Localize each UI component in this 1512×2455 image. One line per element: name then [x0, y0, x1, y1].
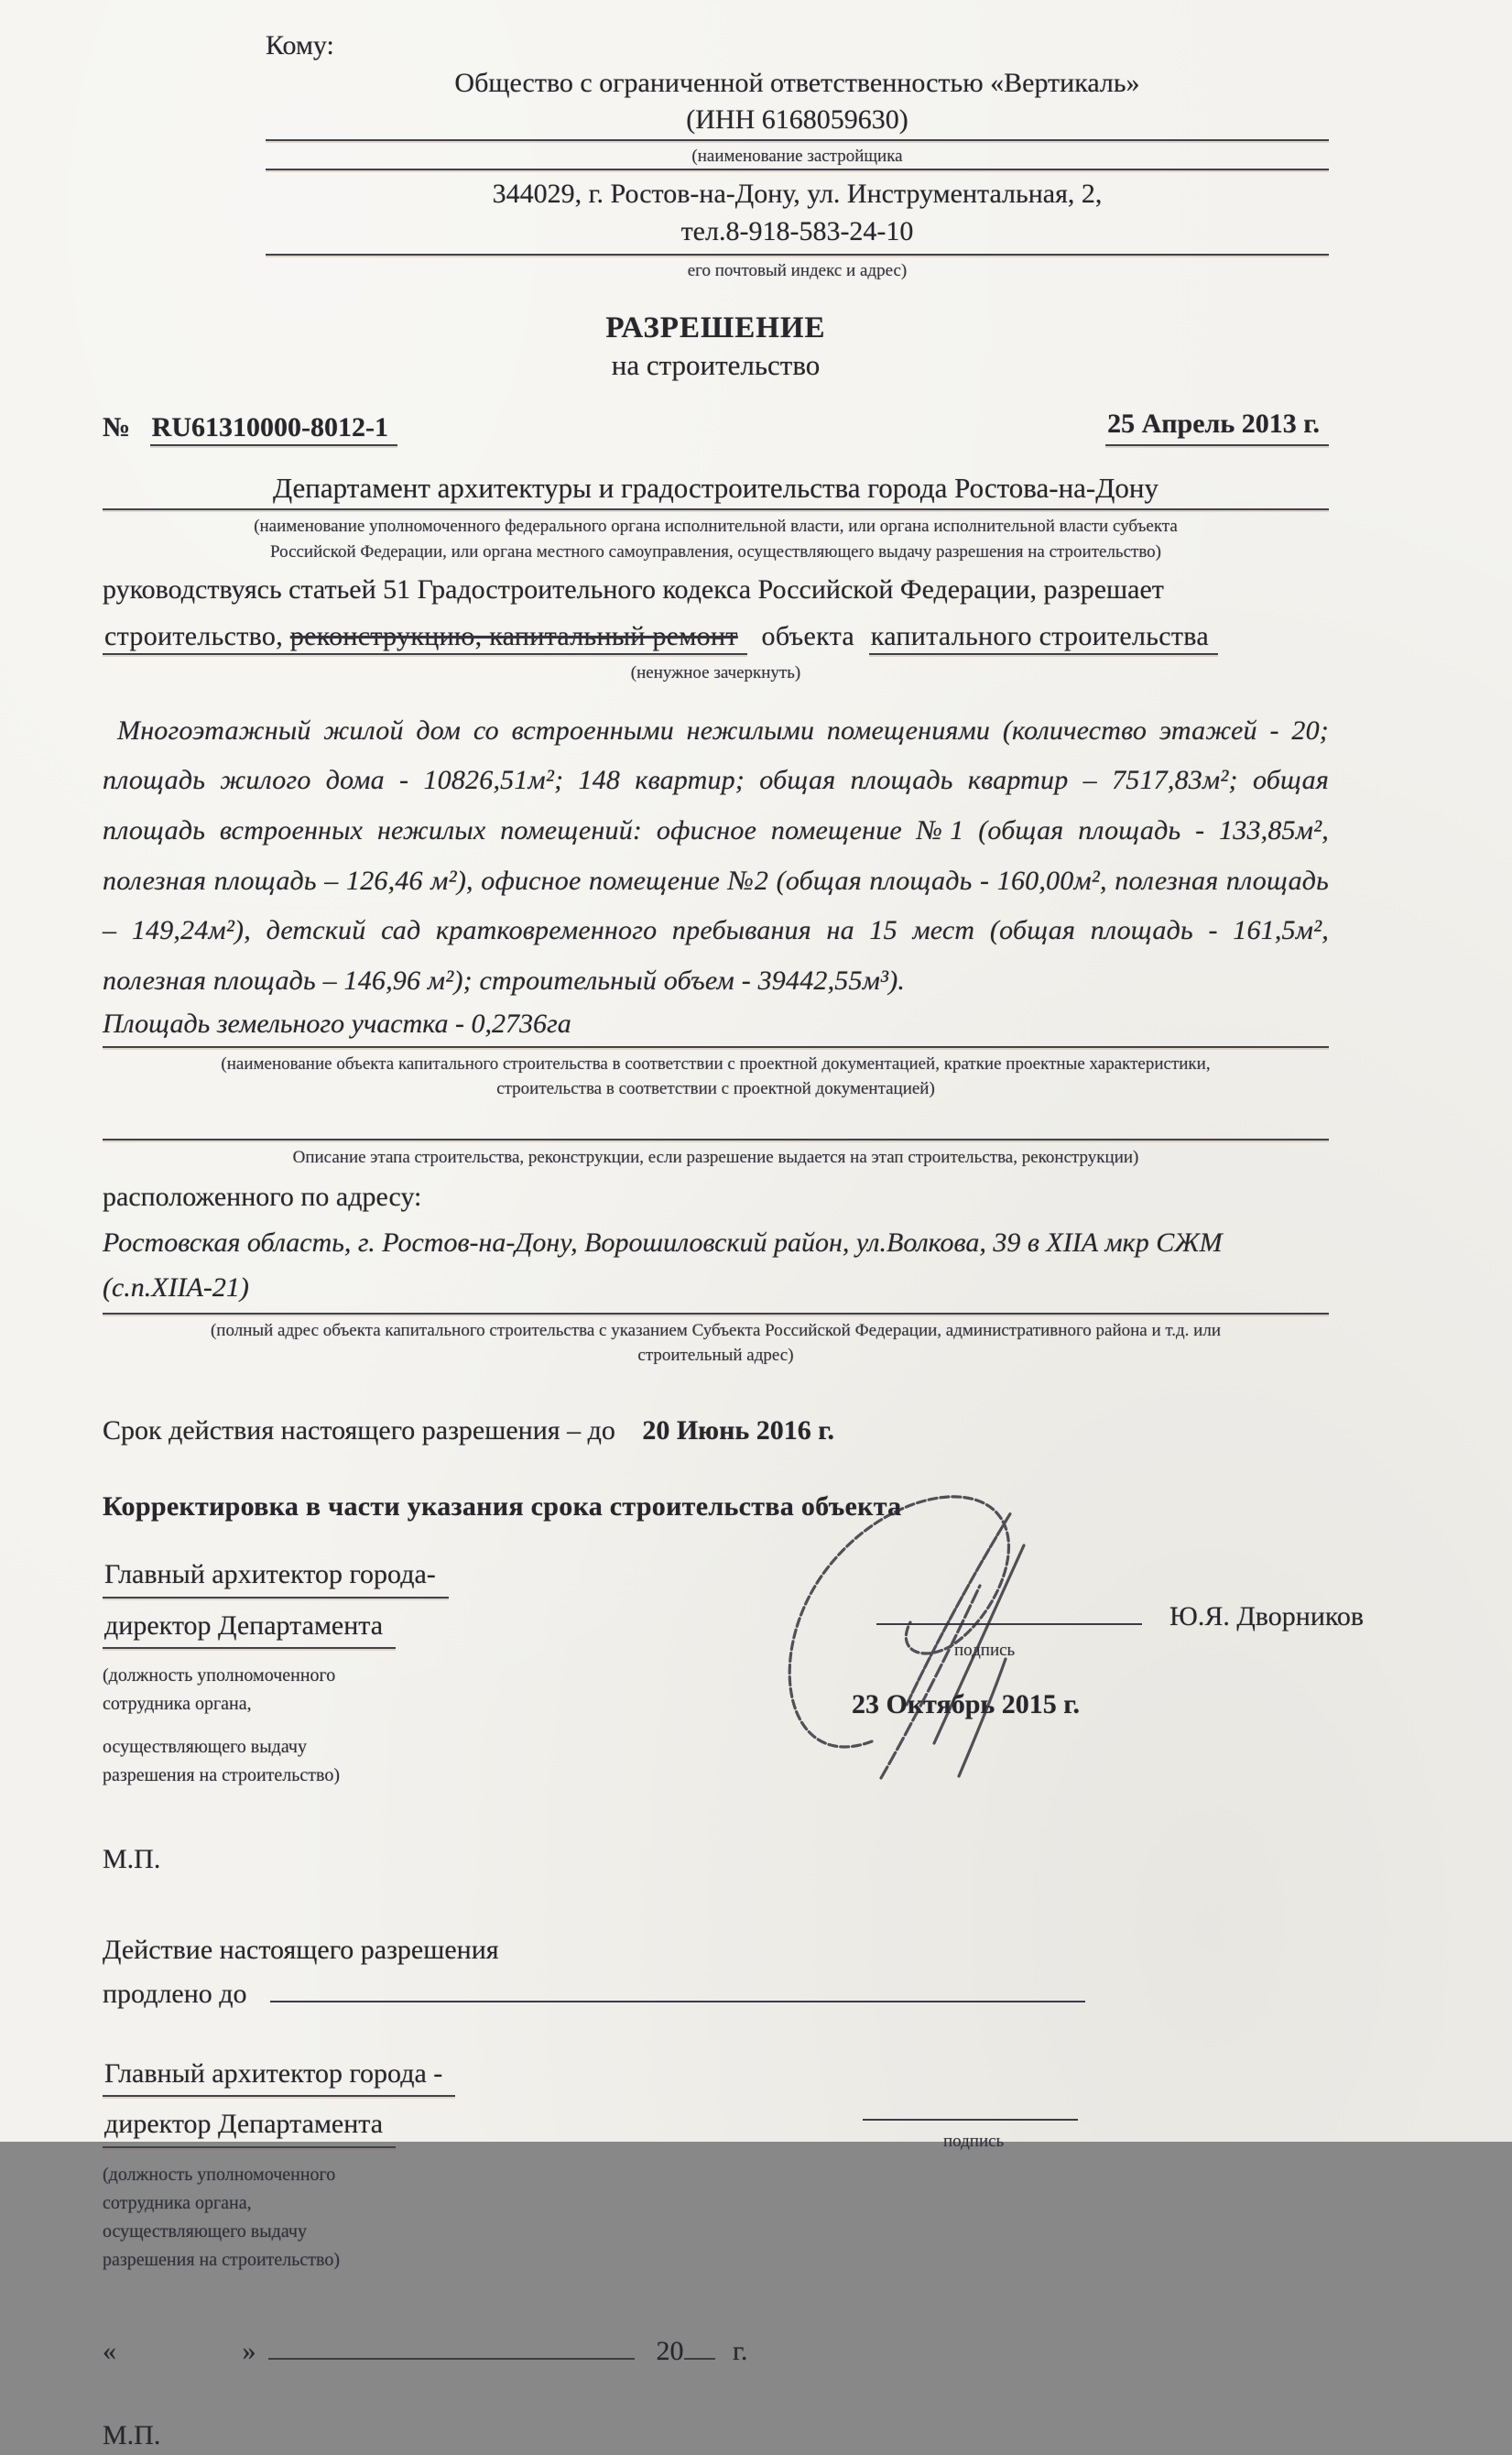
strike-caption: (ненужное зачеркнуть) [630, 663, 801, 683]
object-caption-2: строительства в соответствии с проектной документацией) [496, 1079, 935, 1099]
authority-name: Департамент архитектуры и градостроительства города Ростова-на-Дону [103, 472, 1329, 510]
footer-year-suffix: г. [733, 2335, 748, 2366]
signature-line-2 [863, 2119, 1078, 2121]
signature-date: 23 Октябрь 2015 г. [852, 1689, 1080, 1720]
quote-close: » [242, 2335, 256, 2366]
signatory2-position-line-2: директор Департамента [103, 2106, 396, 2148]
developer-address: 344029, г. Ростов-на-Дону, ул. Инструментальная, 2, [492, 179, 1103, 210]
land-area-line: Площадь земельного участка - 0,2736га [103, 1006, 1329, 1048]
permit-number-label: № [103, 411, 131, 442]
footer-year-prefix: 20 [656, 2335, 684, 2366]
address-caption-2: строительный адрес) [637, 1346, 794, 1366]
developer-name-rule [266, 139, 1329, 141]
permit-type-struck: реконструкцию, капитальный ремонт [289, 620, 738, 651]
extension-line-1: Действие настоящего разрешения [103, 1934, 499, 1965]
developer-inn: (ИНН 6168059630) [686, 104, 908, 135]
permit-type-line [103, 618, 1329, 656]
permit-number: RU61310000-8012-1 [150, 412, 397, 446]
recipient-label: Кому: [266, 30, 334, 60]
object-address: Ростовская область, г. Ростов-на-Дону, Ворошиловский район, ул.Волкова, 39 в ХIIА мкр СЖМ (с.п.ХIIА-21) [103, 1227, 1223, 1304]
address-caption-1: (полный адрес объекта капитального строительства с указанием Субъекта Российской Федерации, административного района и т.д. или [210, 1320, 1221, 1340]
footer-year-blank [684, 2358, 715, 2360]
address-rule [103, 1313, 1329, 1315]
signatory-position-line-1: Главный архитектор города- [103, 1556, 449, 1598]
object-description: Многоэтажный жилой дом со встроенными нежилыми помещениями (количество этажей - 20; площадь жилого дома - 10826,51м²; 148 квартир; общая площадь квартир – 7517,83м²; общая площадь встроенных нежилых помещений: офисное помещение №1 (общая площадь - 133,85м², полезная площадь – 126,46 м²), офисное помещение №2 (общая площадь - 160,00м², полезная площадь – 149,24м²), детский сад кратковременного пребывания на 15 мест (общая площадь - 161,5м², полезная площадь – 146,96 м²); строительный объем - 39442,55м³). [103, 715, 1329, 996]
permit-number-group [103, 409, 397, 447]
developer-name: Общество с ограниченной ответственностью «Вертикаль» [454, 67, 1140, 98]
signature-block-2 [103, 2056, 1329, 2275]
authority-caption-1: (наименование уполномоченного федерального органа исполнительной власти, или органа исполнительной власти субъекта [254, 517, 1178, 537]
validity-date: 20 Июнь 2016 г. [642, 1415, 834, 1446]
recipient-block [266, 27, 1329, 284]
quote-open: « [103, 2335, 116, 2366]
signatory2-position-line-1: Главный архитектор города - [103, 2056, 455, 2098]
developer-name-caption: (наименование застройщика [691, 146, 903, 166]
stamp-mark-1: М.П. [103, 1844, 161, 1875]
developer-address-rule [266, 254, 1329, 256]
permit-type-middle: объекта [761, 620, 854, 651]
signer-name: Ю.Я. Дворников [1169, 1601, 1365, 1632]
developer-address-caption: его почтовый индекс и адрес) [687, 261, 908, 281]
signature-caption-2: подпись [943, 2131, 1005, 2151]
stage-caption: Описание этапа строительства, реконструкции, если разрешение выдается на этап строительства, реконструкции) [292, 1147, 1139, 1167]
developer-phone: тел.8-918-583-24-10 [680, 215, 914, 246]
signature-block-1 [103, 1556, 1365, 1790]
permit-type-active: строительство, [104, 620, 284, 651]
legal-basis-text: руководствуясь статьей 51 Градостроительного кодекса Российской Федерации, разрешает [103, 574, 1164, 606]
validity-text: Срок действия настоящего разрешения – до [103, 1415, 615, 1446]
permit-type-tail: капитального строительства [869, 621, 1218, 655]
position-caption-1: (должность уполномоченного сотрудника органа, осуществляющего выдачу разрешения на строительство) [103, 1665, 340, 1786]
signature-line-1 [876, 1623, 1142, 1625]
signature-caption-1: подпись [954, 1640, 1016, 1660]
correction-title: Корректировка в части указания срока строительства объекта [103, 1490, 902, 1522]
developer-name-rule-2 [266, 169, 1329, 170]
authority-caption-2: Российской Федерации, или органа местного самоуправления, осуществляющего выдачу разрешения на строительство) [270, 541, 1161, 562]
object-caption-1: (наименование объекта капитального строительства в соответствии с проектной документацией, краткие проектные характеристики, [221, 1053, 1211, 1074]
address-label: расположенного по адресу: [103, 1182, 422, 1213]
position-caption-2: (должность уполномоченного сотрудника органа, осуществляющего выдачу разрешения на строительство) [103, 2164, 340, 2270]
footer-blank-line [268, 2358, 635, 2360]
stage-rule [103, 1139, 1329, 1140]
document-subtitle: на строительство [611, 348, 821, 381]
issue-date: 25 Апрель 2013 г. [1105, 406, 1329, 447]
extension-label: продлено до [103, 1979, 247, 2010]
extension-blank-line [270, 2001, 1085, 2002]
signatory-position-line-2: директор Департамента [103, 1608, 396, 1650]
stamp-mark-2: М.П. [103, 2420, 161, 2451]
document-title: РАЗРЕШЕНИЕ [605, 311, 826, 344]
